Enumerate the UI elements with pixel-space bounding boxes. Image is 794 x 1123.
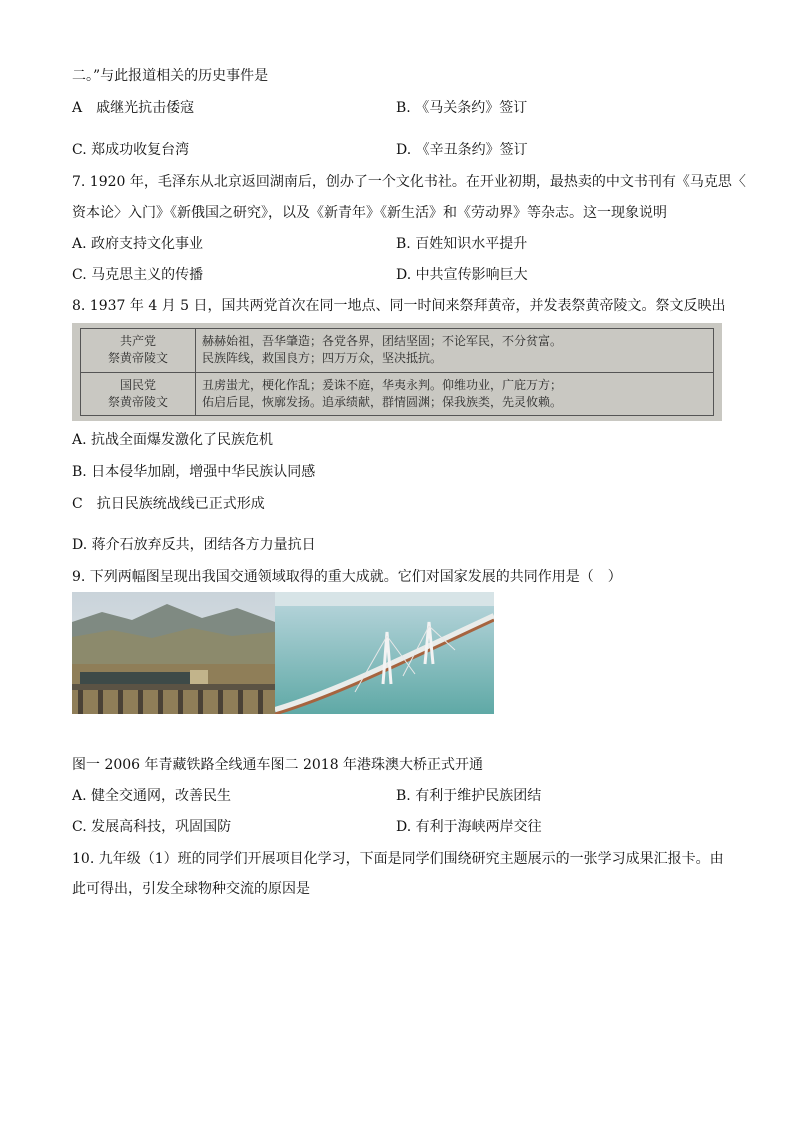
railway-photo — [72, 592, 275, 714]
option-b: B. 有利于维护民族团结 — [396, 788, 542, 804]
question-9-stem: 9. 下列两幅图呈现出我国交通领域取得的重大成就。它们对国家发展的共同作用是（ ） — [72, 569, 622, 585]
table-head-cell: 共产党 祭黄帝陵文 — [81, 329, 196, 373]
option-c: C. 郑成功收复台湾 — [72, 142, 190, 158]
option-d: D. 蒋介石放弃反共，团结各方力量抗日 — [72, 537, 316, 553]
option-a: A. 抗战全面爆发激化了民族危机 — [72, 432, 274, 448]
option-a: A. 健全交通网，改善民生 — [72, 788, 232, 804]
question-line: 二。”与此报道相关的历史事件是 — [72, 68, 269, 84]
option-d: D. 《辛丑条约》签订 — [396, 142, 528, 158]
option-a: A 戚继光抗击倭寇 — [72, 100, 195, 116]
table-row — [81, 372, 714, 416]
option-d: D. 有利于海峡两岸交往 — [396, 819, 542, 835]
question-10-stem: 10. 九年级（1）班的同学们开展项目化学习，下面是同学们围绕研究主题展示的一张学习成果汇报卡。由 — [72, 851, 724, 867]
table-text-cell: 赫赫始祖，吾华肇造；各党各界，团结坚固；不论军民，不分贫富。 民族阵线，救国良方；四万万众，坚决抵抗。 — [196, 329, 714, 373]
option-d: D. 中共宣传影响巨大 — [396, 267, 528, 283]
question-7-stem: 7. 1920 年，毛泽东从北京返回湖南后，创办了一个文化书社。在开业初期，最热卖的中文书刊有《马克思〈 — [72, 174, 746, 190]
option-b: B. 日本侵华加剧，增强中华民族认同感 — [72, 464, 316, 480]
question-10-stem-cont: 此可得出，引发全球物种交流的原因是 — [72, 881, 310, 897]
question-7-stem-cont: 资本论〉入门》《新俄国之研究》，以及《新青年》《新生活》和《劳动界》等杂志。这一现象说明 — [72, 205, 667, 221]
option-b: B. 《马关条约》签订 — [396, 100, 528, 116]
option-b: B. 百姓知识水平提升 — [396, 236, 528, 252]
option-c: C. 发展高科技，巩固国防 — [72, 819, 232, 835]
option-a: A. 政府支持文化事业 — [72, 236, 204, 252]
scanned-table-image — [72, 323, 722, 421]
option-c: C 抗日民族统战线已正式形成 — [72, 496, 265, 512]
table-text-cell: 丑虏蚩尤，梗化作乱；爰诛不庭，华夷永判。仰维功业，广庇万方； 佑启后昆，恢廓发扬。追承绩献，群情圆渊；保我族类，先灵攸赖。 — [196, 372, 714, 416]
table-head-cell: 国民党 祭黄帝陵文 — [81, 372, 196, 416]
question-8-stem: 8. 1937 年 4 月 5 日，国共两党首次在同一地点、同一时间来祭拜黄帝，并发表祭黄帝陵文。祭文反映出 — [72, 298, 726, 314]
option-c: C. 马克思主义的传播 — [72, 267, 204, 283]
table-row — [81, 329, 714, 373]
figure-caption: 图一 2006 年青藏铁路全线通车图二 2018 年港珠澳大桥正式开通 — [72, 757, 484, 773]
bridge-photo — [275, 592, 494, 714]
